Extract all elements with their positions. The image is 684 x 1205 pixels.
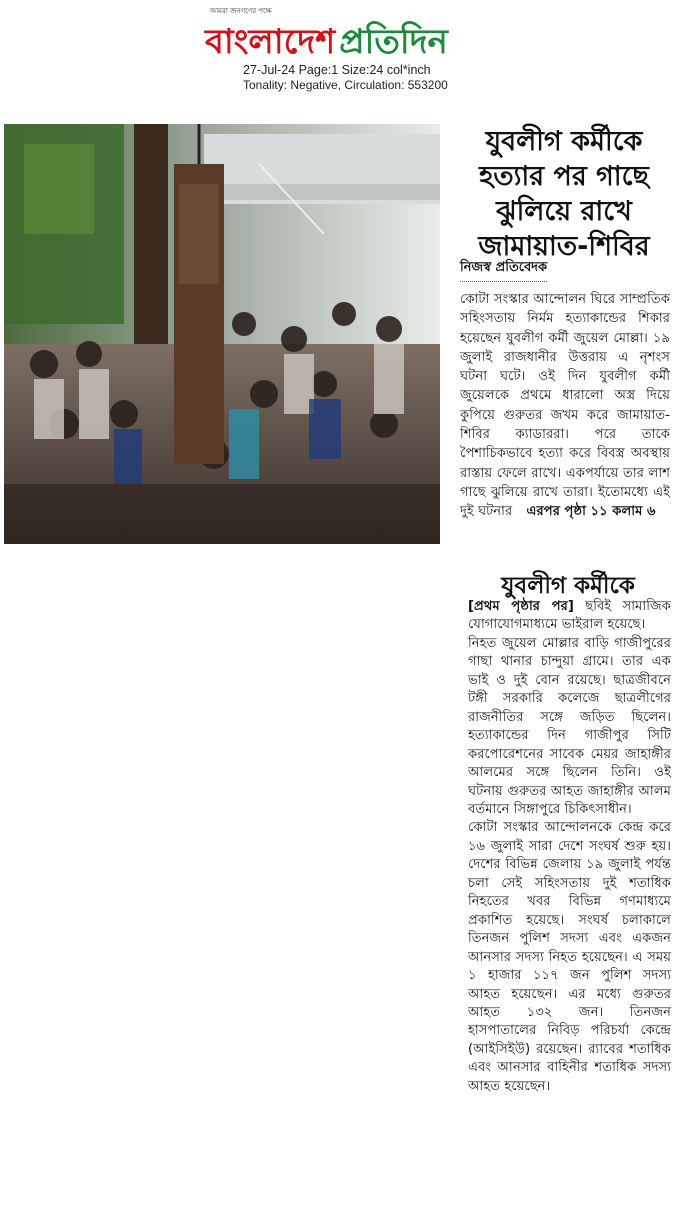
continuation-headline: যুবলীগ কর্মীকে bbox=[501, 573, 635, 599]
article-body bbox=[460, 290, 670, 522]
article-byline: নিজস্ব প্রতিবেদক bbox=[460, 258, 547, 282]
continued-on-page: এরপর পৃষ্ঠা ১১ কলাম ৬ bbox=[526, 504, 656, 520]
logo-part-protidin: প্রতিদিন bbox=[339, 22, 448, 62]
continuation-body bbox=[468, 598, 671, 1096]
continuation-para-2: নিহত জুয়েল মোল্লার বাড়ি গাজীপুরের গাছা থানার চান্দুয়া গ্রামে। তার এক ভাই ও দুই বোন রয়েছে। ছাত্রজীবনে টঙ্গী সরকারি কলেজে ছাত্রলীগের রাজনীতির সঙ্গে জড়িত ছিলেন। হত্যাকান্ডের দিন গাজীপুর সিটি করপোরেশনের সাবেক মেয়র জাহাঙ্গীর আলমের সঙ্গে ছিলেন তিনি। ওই ঘটনায় গুরুতর আহত জাহাঙ্গীর আলম বর্তমানে সিঙ্গাপুরে চিকিৎসাধীন। bbox=[468, 635, 671, 817]
meta-date-page-size: 27-Jul-24 Page:1 Size:24 col*inch bbox=[243, 63, 431, 77]
meta-tonality-circulation: Tonality: Negative, Circulation: 553200 bbox=[243, 78, 448, 92]
masthead-tagline: আমরা জনগণের পক্ষে bbox=[210, 7, 272, 15]
continued-from-label: [প্রথম পৃষ্ঠার পর] bbox=[468, 599, 574, 614]
article-headline: যুবলীগ কর্মীকে হত্যার পর গাছে ঝুলিয়ে রাখে জামায়াত-শিবির bbox=[478, 126, 650, 262]
crowd-photo-illustration bbox=[4, 124, 440, 544]
news-photo bbox=[4, 124, 440, 544]
continuation-para-3: কোটা সংস্কার আন্দোলনকে কেন্দ্র করে ১৬ জুলাই সারা দেশে সংঘর্ষ শুরু হয়। দেশের বিভিন্ন জেলায় ১৯ জুলাই পর্যন্ত চলা সেই সহিংসতায় দুই শতাধিক নিহতের খবর বিভিন্ন গণমাধ্যমে প্রকাশিত হয়েছে। সংঘর্ষ চলাকালে তিনজন পুলিশ সদস্য এবং একজন আনসার সদস্য নিহত হয়েছেন। এ সময় ১ হাজার ১১৭ জন পুলিশ সদস্য আহত হয়েছেন। এর মধ্যে গুরুতর আহত ১৩২ জন। তিনজন হাসপাতালের নিবিড় পরিচর্যা কেন্দ্রে (আইসিইউ) রয়েছেন। র‌্যাবের শতাধিক এবং আনসার বাহিনীর শতাধিক সদস্য আহত হয়েছেন। bbox=[468, 820, 671, 1094]
masthead bbox=[0, 0, 684, 100]
continuation-para-1-text: ছবিই সামাজিক যোগাযোগমাধ্যমে ভাইরাল হয়েছে। bbox=[468, 599, 671, 633]
logo-part-bangladesh: বাংলাদেশ bbox=[205, 22, 336, 62]
clipping-meta bbox=[243, 63, 448, 93]
newspaper-logo bbox=[205, 13, 448, 62]
continuation-para-1 bbox=[468, 598, 671, 635]
article-body-text: কোটা সংস্কার আন্দোলন ঘিরে সাম্প্রতিক সহিংসতায় নির্মম হত্যাকান্ডের শিকার হয়েছেন যুবলীগ কর্মী জুয়েল মোল্লা। ১৯ জুলাই রাজধানীর উত্তরায় এ নৃশংস ঘটনা ঘটে। ওই দিন যুবলীগ কর্মী জুয়েলকে প্রথমে ধারালো অস্ত্র দিয়ে কুপিয়ে গুরুতর জখম করে জামায়াত-শিবির ক্যাডাররা। পরে তাকে পৈশাচিকভাবে হত্যা করে বিবস্ত্র অবস্থায় রাস্তায় ফেলে রাখে। একপর্যায়ে তার লাশ গাছে ঝুলিয়ে রাখে তারা। ইতোমধ্যে এই দুই ঘটনার bbox=[460, 292, 670, 520]
